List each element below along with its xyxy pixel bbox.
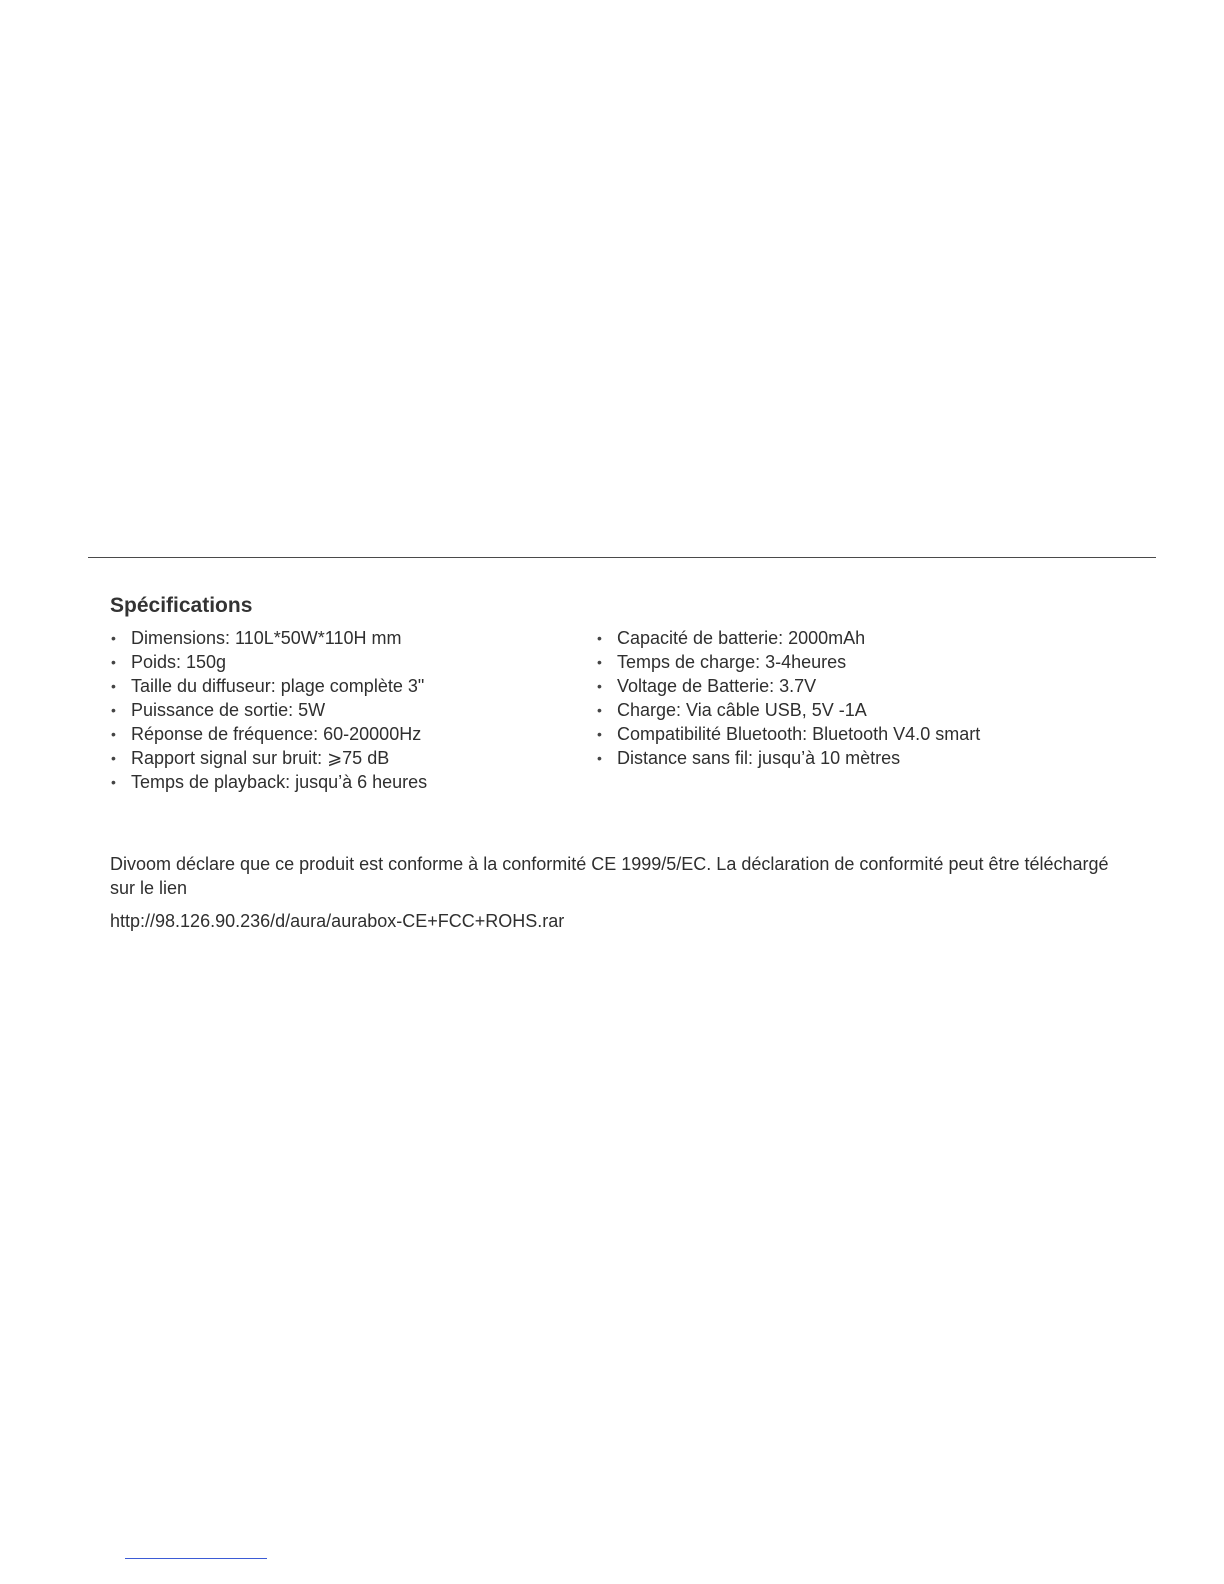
bullet-icon: • [597, 702, 602, 718]
spec-text: Capacité de batterie: 2000mAh [617, 628, 866, 648]
spec-text: Charge: Via câble USB, 5V -1A [617, 700, 867, 720]
spec-item [596, 674, 1156, 698]
spec-text: Compatibilité Bluetooth: Bluetooth V4.0 smart [617, 724, 981, 744]
footer-underline [125, 1558, 267, 1559]
spec-text: Puissance de sortie: 5W [131, 700, 326, 720]
spec-text: Voltage de Batterie: 3.7V [617, 676, 817, 696]
bullet-icon: • [111, 702, 116, 718]
spec-item [596, 650, 1156, 674]
bullet-icon: • [111, 750, 116, 766]
spec-item [596, 722, 1156, 746]
spec-text: Poids: 150g [131, 652, 227, 672]
spec-item [110, 722, 580, 746]
spec-item [596, 698, 1156, 722]
spec-item [110, 626, 580, 650]
bullet-icon: • [111, 774, 116, 790]
spec-item [110, 698, 580, 722]
bullet-icon: • [111, 678, 116, 694]
spec-text: Temps de playback: jusqu’à 6 heures [131, 772, 428, 792]
spec-text: Distance sans fil: jusqu’à 10 mètres [617, 748, 901, 768]
spec-text: Dimensions: 110L*50W*110H mm [131, 628, 402, 648]
conformity-declaration: Divoom déclare que ce produit est conforme à la conformité CE 1999/5/EC. La déclaration de conformité peut être téléchargé sur le lien [110, 854, 1109, 898]
bullet-icon: • [597, 630, 602, 646]
spec-text: Temps de charge: 3-4heures [617, 652, 847, 672]
spec-text: Réponse de fréquence: 60-20000Hz [131, 724, 422, 744]
spec-item [596, 746, 1156, 770]
spec-item [110, 650, 580, 674]
spec-text: Taille du diffuseur: plage complète 3" [131, 676, 425, 696]
bullet-icon: • [597, 750, 602, 766]
spec-item [596, 626, 1156, 650]
spec-list-left [110, 626, 580, 794]
spec-item [110, 674, 580, 698]
bullet-icon: • [597, 678, 602, 694]
bullet-icon: • [597, 726, 602, 742]
bullet-icon: • [111, 726, 116, 742]
specifications-heading: Spécifications [110, 594, 253, 617]
spec-text: Rapport signal sur bruit: ⩾75 dB [131, 748, 390, 768]
spec-item [110, 746, 580, 770]
bullet-icon: • [111, 630, 116, 646]
bullet-icon: • [111, 654, 116, 670]
spec-list-right [596, 626, 1156, 770]
bullet-icon: • [597, 654, 602, 670]
spec-item [110, 770, 580, 794]
declaration-url: http://98.126.90.236/d/aura/aurabox-CE+FCC+ROHS.rar [110, 911, 565, 931]
section-divider [88, 557, 1156, 558]
